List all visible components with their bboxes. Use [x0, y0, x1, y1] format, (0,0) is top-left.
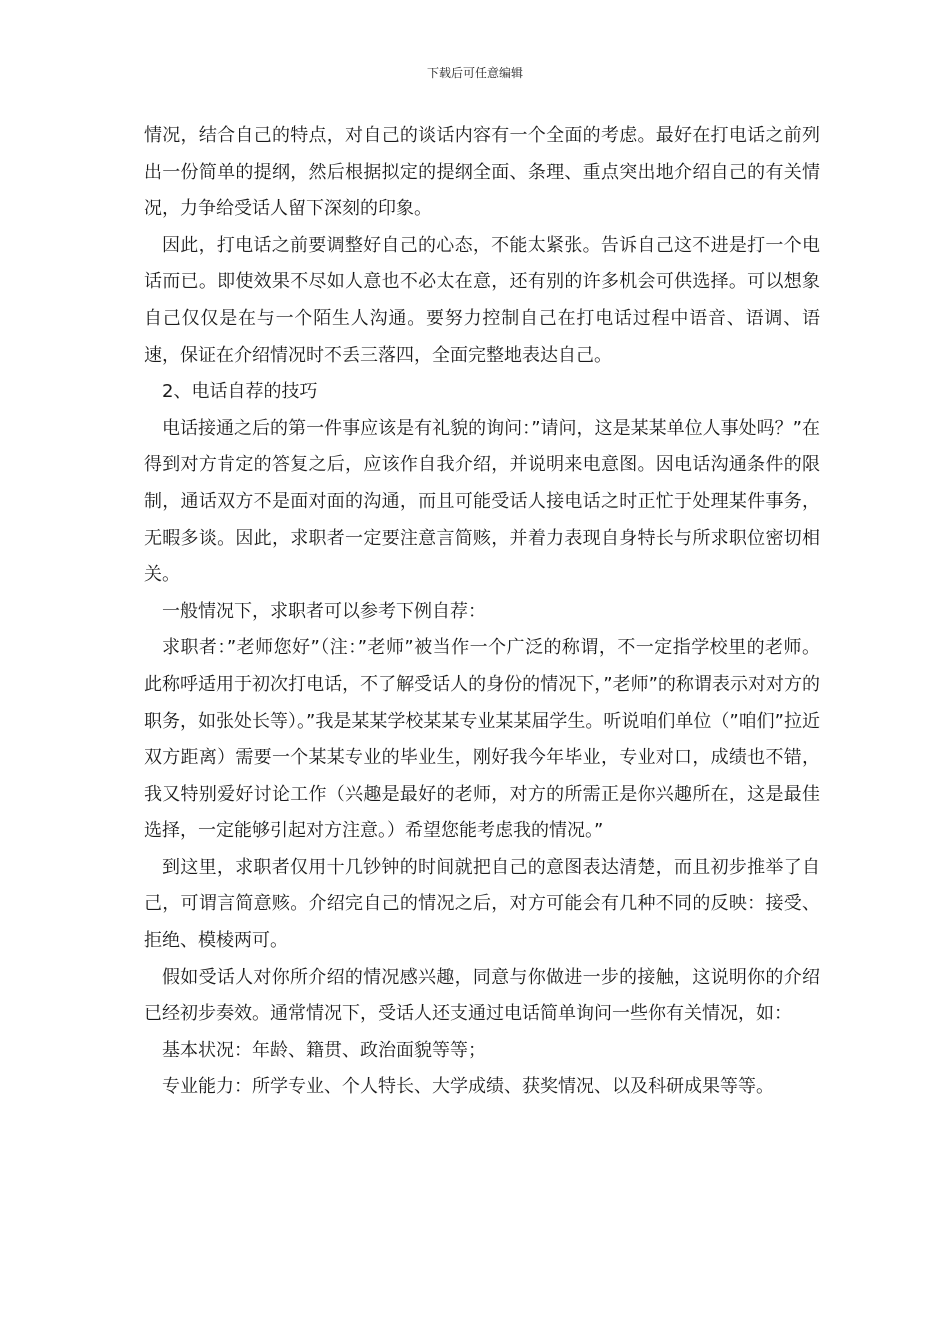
section-heading: 2、电话自荐的技巧: [162, 381, 318, 403]
paragraph: 专业能力：所学专业、个人特长、大学成绩、获奖情况、以及科研成果等等。: [162, 1076, 774, 1098]
document-body: [144, 118, 820, 1106]
paragraph: 求职者：”老师您好”（注：”老师”被当作一个广泛的称谓，不一定指学校里的老师。此称呼适用于初次打电话，不了解受话人的身份的情况下，”老师”的称谓表示对对方的职务，如张处长等）。”我是某某学校某某专业某某届学生。听说咱们单位（”咱们”拉近双方距离）需要一个某某专业的毕业生，刚好我今年毕业，专业对口，成绩也不错，我又特别爱好讨论工作（兴趣是最好的老师，对方的所需正是你兴趣所在，这是最佳选择，一定能够引起对方注意。）希望您能考虑我的情况。”: [144, 637, 820, 842]
page-header: 下载后可任意编辑: [426, 66, 523, 80]
paragraph: 到这里，求职者仅用十几钞钟的时间就把自己的意图表达清楚，而且初步推举了自己，可谓言简意赅。介绍完自己的情况之后，对方可能会有几种不同的反映：接受、拒绝、模棱两可。: [144, 856, 820, 952]
paragraph: 假如受话人对你所介绍的情况感兴趣，同意与你做进一步的接触，这说明你的介绍已经初步奏效。通常情况下，受话人还支通过电话简单询问一些你有关情况，如：: [144, 966, 820, 1025]
paragraph: 情况，结合自己的特点，对自己的谈话内容有一个全面的考虑。最好在打电话之前列出一份简单的提纲，然后根据拟定的提纲全面、条理、重点突出地介绍自己的有关情况，力争给受话人留下深刻的印象。: [144, 125, 820, 220]
paragraph: 电话接通之后的第一件事应该是有礼貌的询问：”请问，这是某某单位人事处吗？”在得到对方肯定的答复之后，应该作自我介绍，并说明来电意图。因电话沟通条件的限制，通话双方不是面对面的沟通，而且可能受话人接电话之时正忙于处理某件事务，无暇多谈。因此，求职者一定要注意言简赅，并着力表现自身特长与所求职位密切相关。: [144, 417, 820, 586]
paragraph: 因此，打电话之前要调整好自己的心态，不能太紧张。告诉自己这不进是打一个电话而已。即使效果不尽如人意也不必太在意，还有别的许多机会可供选择。可以想象自己仅仅是在与一个陌生人沟通。要努力控制自己在打电话过程中语音、语调、语速，保证在介绍情况时不丢三落四，全面完整地表达自己。: [144, 234, 820, 366]
paragraph: 一般情况下，求职者可以参考下例自荐：: [162, 600, 486, 622]
paragraph: 基本状况：年龄、籍贯、政治面貌等等；: [162, 1039, 486, 1061]
